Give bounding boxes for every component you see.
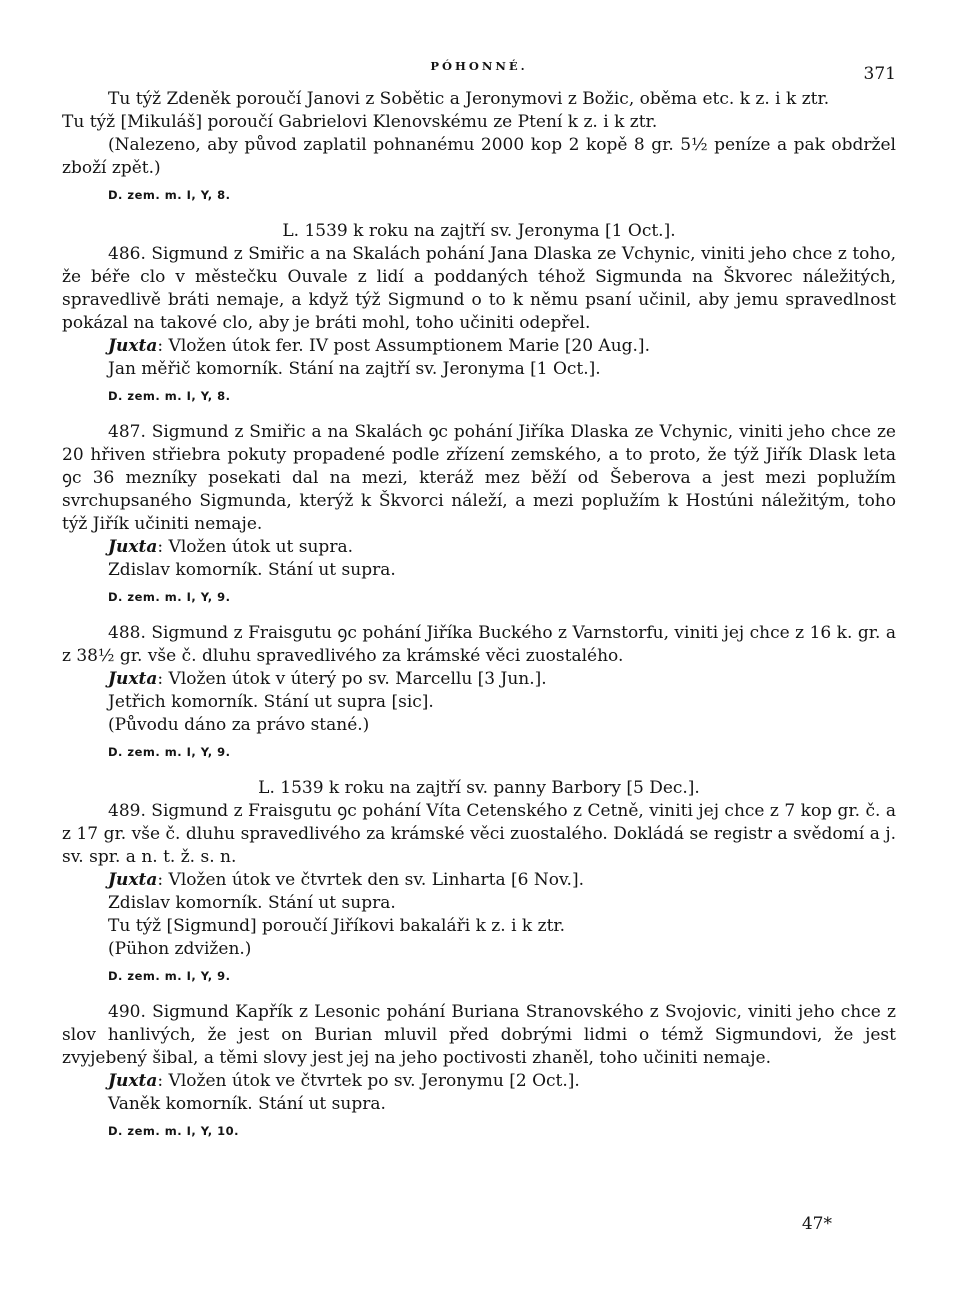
running-title: PÓHONNÉ. bbox=[430, 59, 528, 73]
entry-489-note: (Pühon zdvižen.) bbox=[108, 939, 252, 959]
entry-488-komornik: Jetřich komorník. Stání ut supra [sic]. bbox=[108, 692, 434, 712]
source-reference: D. zem. m. I, Y, 8. bbox=[108, 389, 231, 403]
juxta-text: : Vložen útok ve čtvrtek po sv. Jeronymu [2 Oct.]. bbox=[157, 1071, 580, 1091]
section-heading-2: L. 1539 k roku na zajtří sv. panny Barbory [5 Dec.]. bbox=[258, 778, 700, 798]
entry-488-text: 488. Sigmund z Fraisgutu ꝯc pohání Jiříka Buckého z Varnstorfu, viniti jej chce z 16 k. gr. a z 38½ gr. vše č. dluhu spravedlivého za krámské věci zuostalého. bbox=[62, 623, 896, 666]
entry-490-juxta bbox=[62, 1070, 896, 1093]
source-reference: D. zem. m. I, Y, 9. bbox=[108, 745, 231, 759]
intro-line-2: Tu týž [Mikuláš] poroučí Gabrielovi Klenovskému ze Ptení k z. i k ztr. bbox=[62, 112, 658, 132]
entry-486-juxta bbox=[62, 335, 896, 358]
entry-486-text: 486. Sigmund z Smiřic a na Skalách pohání Jana Dlaska ze Vchynic, viniti jeho chce z toho, že béře clo v městečku Ouvale z lidí a poddaných téhož Sigmunda na Škvorec náležitých, spravedlivě bráti nemaje, a když týž Sigmund o to k němu psaní učinil, aby jemu spravedlnost pokázal na takové clo, aby je bráti mohl, toho učiniti odepřel. bbox=[62, 244, 896, 333]
spacer bbox=[62, 206, 896, 220]
entry-487-komornik: Zdislav komorník. Stání ut supra. bbox=[108, 560, 396, 580]
entry-488-juxta bbox=[62, 668, 896, 691]
entry-489-extra: Tu týž [Sigmund] poroučí Jiříkovi bakaláři k z. i k ztr. bbox=[108, 916, 566, 936]
juxta-label: Juxta bbox=[108, 1071, 158, 1091]
source-reference: D. zem. m. I, Y, 9. bbox=[108, 590, 231, 604]
juxta-text: : Vložen útok ut supra. bbox=[157, 537, 353, 557]
source-reference: D. zem. m. I, Y, 8. bbox=[108, 188, 231, 202]
entry-490-text: 490. Sigmund Kapřík z Lesonic pohání Buriana Stranovského z Svojovic, viniti jeho chce z slov hanlivých, že jest on Burian mluvil před dobrými lidmi o témž Sigmundovi, že jest zvyjebený šibal, a těmi slovy jest jej na jeho poctivosti zhaněl, toho učiniti nemaje. bbox=[62, 1002, 896, 1068]
juxta-text: : Vložen útok ve čtvrtek den sv. Linharta [6 Nov.]. bbox=[157, 870, 584, 890]
signature-mark: 47* bbox=[801, 1214, 832, 1234]
entry-488-note: (Původu dáno za právo stané.) bbox=[108, 715, 370, 735]
spacer bbox=[62, 987, 896, 1001]
juxta-text: : Vložen útok fer. IV post Assumptionem Marie [20 Aug.]. bbox=[157, 336, 650, 356]
intro-note: (Nalezeno, aby původ zaplatil pohnanému 2000 kop 2 kopě 8 gr. 5½ peníze a pak obdržel zboží zpět.) bbox=[62, 135, 896, 178]
source-reference: D. zem. m. I, Y, 10. bbox=[108, 1124, 239, 1138]
juxta-label: Juxta bbox=[108, 537, 158, 557]
entry-486-komornik: Jan měřič komorník. Stání na zajtří sv. Jeronyma [1 Oct.]. bbox=[108, 359, 601, 379]
juxta-label: Juxta bbox=[108, 336, 158, 356]
juxta-label: Juxta bbox=[108, 870, 158, 890]
spacer bbox=[62, 407, 896, 421]
entry-489-komornik: Zdislav komorník. Stání ut supra. bbox=[108, 893, 396, 913]
juxta-text: : Vložen útok v úterý po sv. Marcellu [3 Jun.]. bbox=[157, 669, 547, 689]
section-heading-1: L. 1539 k roku na zajtří sv. Jeronyma [1 Oct.]. bbox=[282, 221, 676, 241]
juxta-label: Juxta bbox=[108, 669, 158, 689]
spacer bbox=[62, 763, 896, 777]
entry-489-juxta bbox=[62, 869, 896, 892]
entry-489-text: 489. Sigmund z Fraisgutu ꝯc pohání Víta Cetenského z Cetně, viniti jej chce z 7 kop gr. č. a z 17 gr. vše č. dluhu spravedlivého za krámské věci zuostalého. Dokládá se registr a svědomí a j. sv. spr. a n. t. ž. s. n. bbox=[62, 801, 896, 867]
entry-487-text: 487. Sigmund z Smiřic a na Skalách ꝯc pohání Jiříka Dlaska ze Vchynic, viniti jeho chce ze 20 hřiven střiebra pokuty propadené podle zřízení zemského, a to proto, že týž Jiřík Dlask leta ꝯc 36 mezníky posekati dal na mezi, kteráž mez běží od Šeberova a jest mezi poplužím svrchupsaného Sigmunda, kterýž k Škvorci náleží, a mezi poplužím k Hostúni náležitým, toho týž Jiřík učiniti nemaje. bbox=[62, 422, 896, 534]
spacer bbox=[62, 608, 896, 622]
entry-490-komornik: Vaněk komorník. Stání ut supra. bbox=[108, 1094, 386, 1114]
page-header bbox=[62, 58, 896, 88]
page-number: 371 bbox=[863, 64, 896, 84]
source-reference: D. zem. m. I, Y, 9. bbox=[108, 969, 231, 983]
entry-487-juxta bbox=[62, 536, 896, 559]
intro-line-1: Tu týž Zdeněk poroučí Janovi z Sobětic a Jeronymovi z Božic, oběma etc. k z. i k ztr. bbox=[108, 89, 830, 109]
